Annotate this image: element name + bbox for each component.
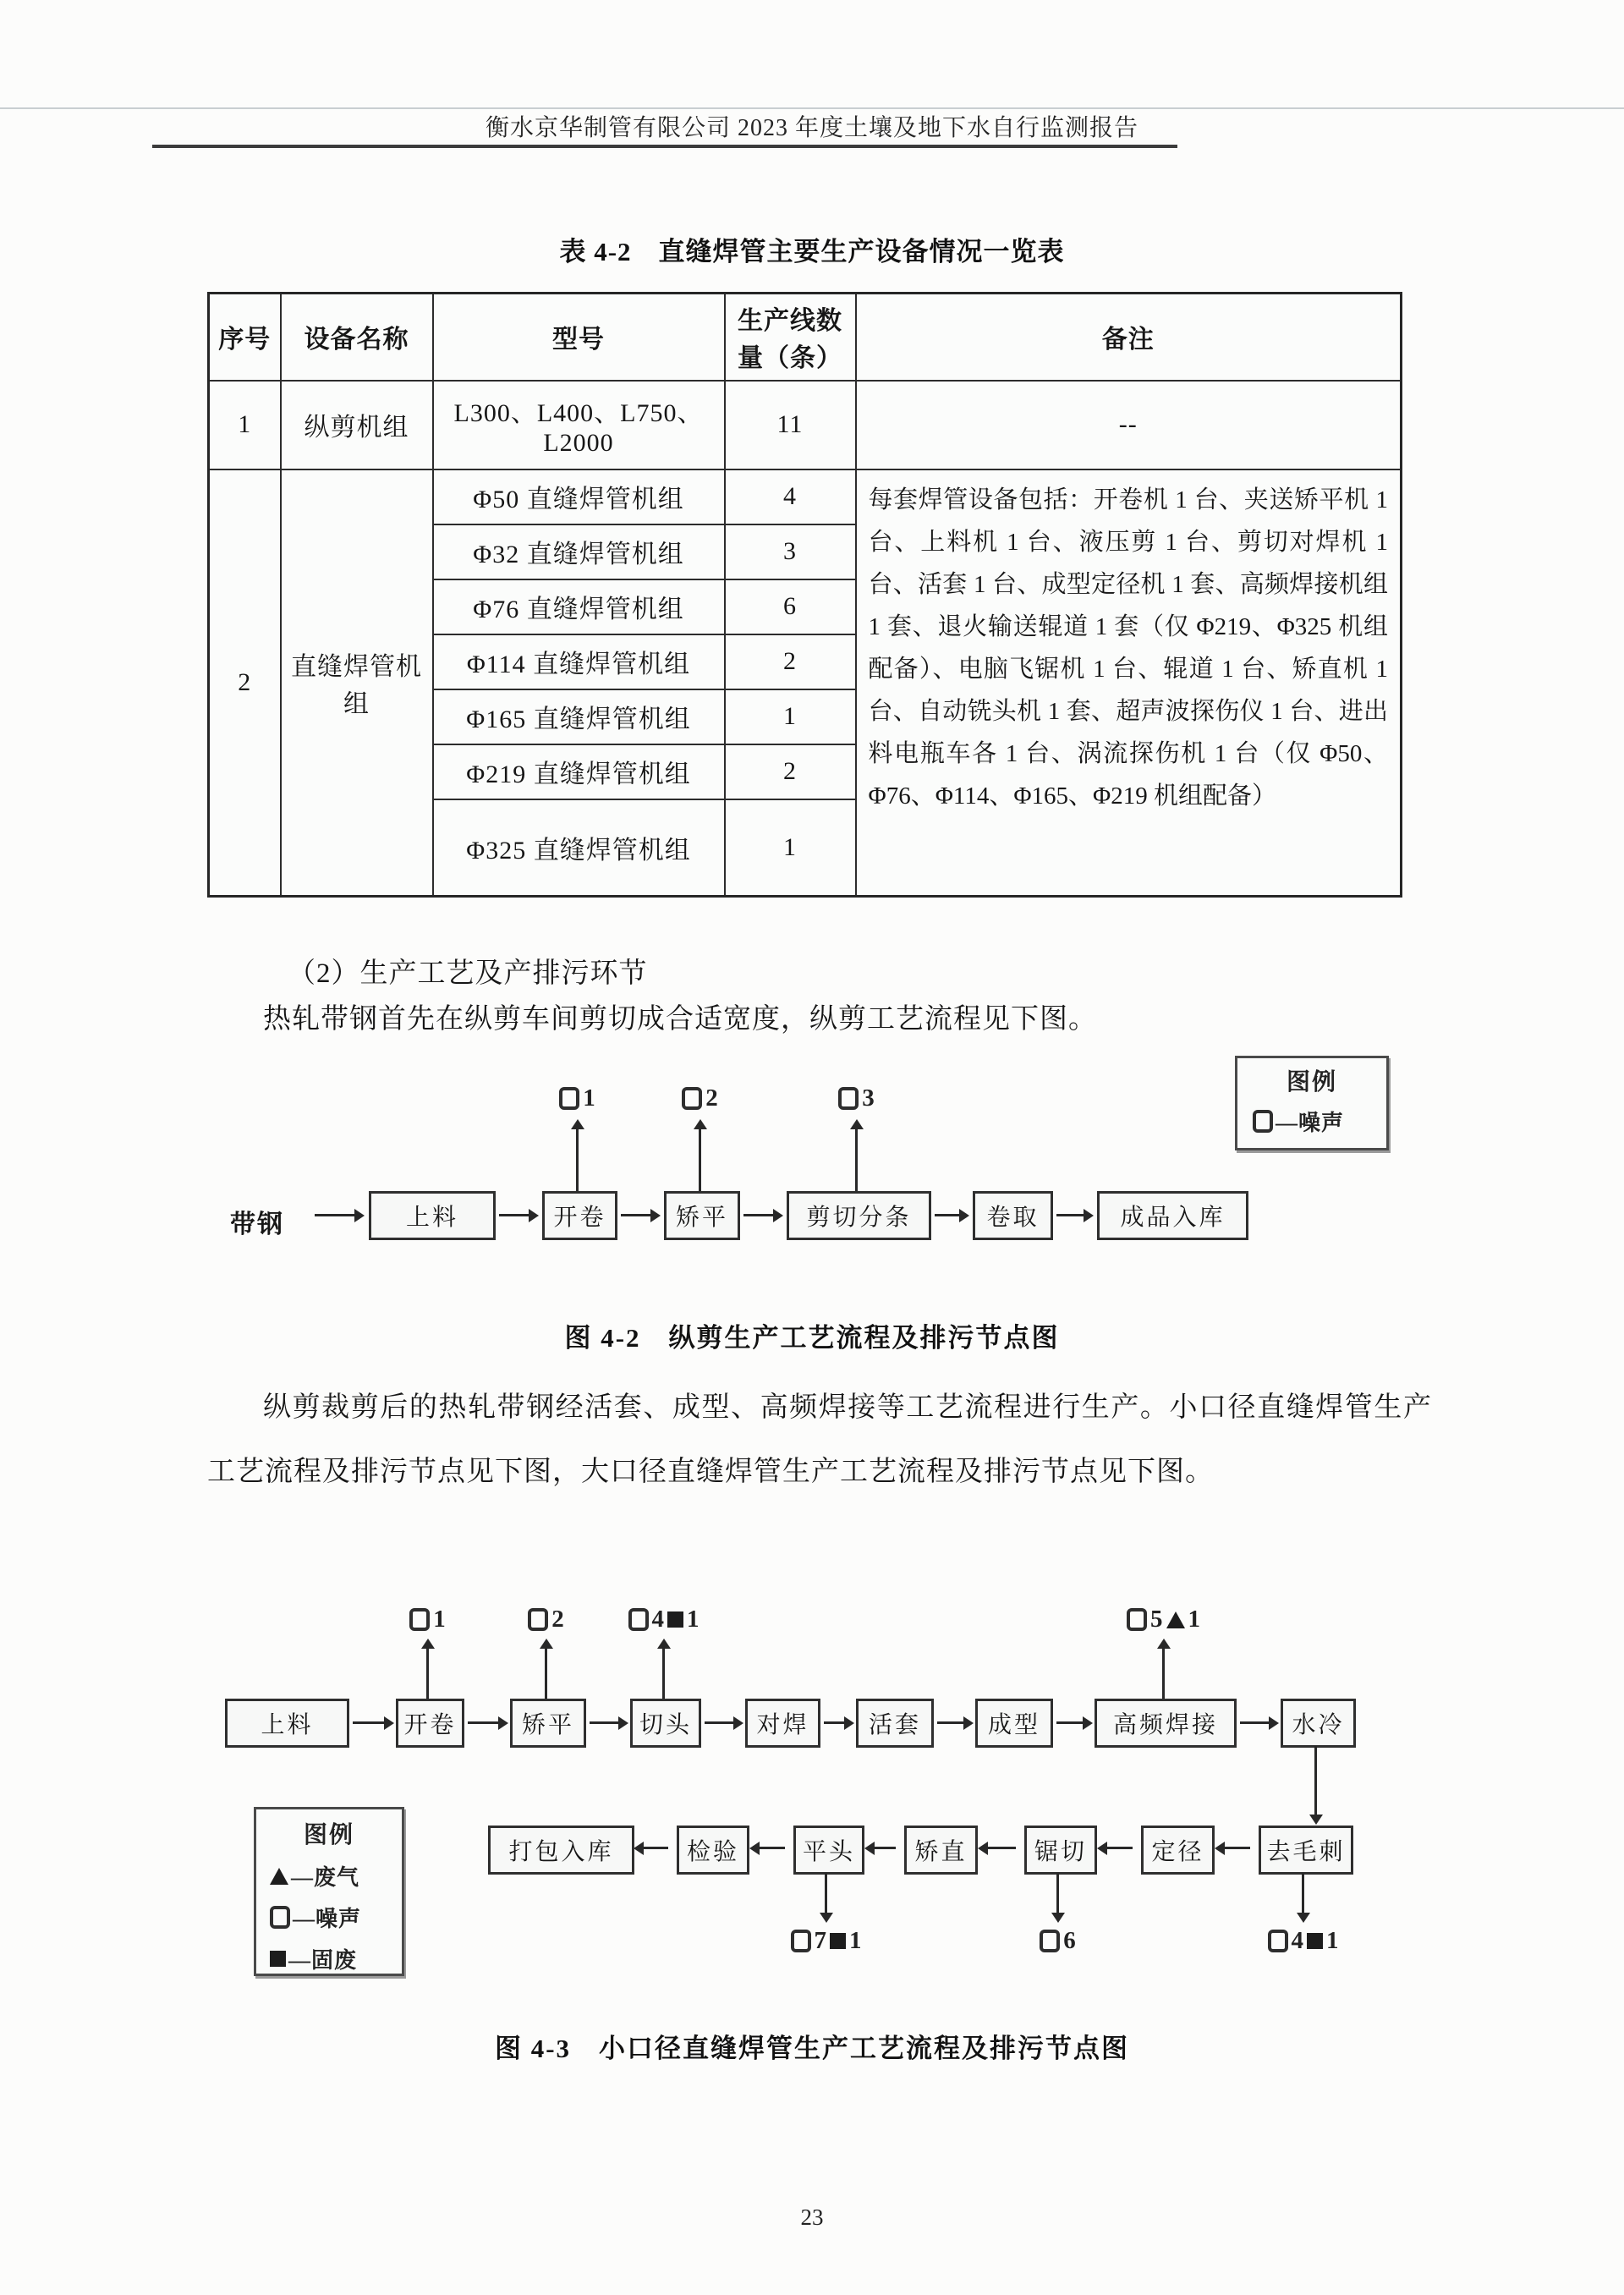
fig42-caption: 图 4-2 纵剪生产工艺流程及排污节点图 [564,1323,1060,1353]
fig43-legend [254,1807,404,1976]
fig43-box-huotao: 活套 [856,1699,934,1748]
flow-arrow-left [759,1847,785,1849]
table-header-row [209,294,1402,381]
row2-sub-model: Φ325 直缝焊管机组 [433,799,725,897]
fig43-box-jiaoping: 矫平 [510,1699,586,1748]
fig43-box-qumaoci: 去毛刺 [1259,1826,1353,1875]
flow-arrow-right [935,1214,960,1216]
noise-icon [838,1087,859,1110]
noise-marker [668,1084,732,1112]
flow-arrow-left [874,1847,896,1849]
noise-icon [528,1608,548,1631]
row2-no: 2 [209,469,281,897]
noise-marker-number: 2 [705,1084,718,1112]
fig42-source-label: 带钢 [230,1211,284,1238]
row2-sub-lines: 2 [725,634,856,689]
noise-marker [546,1084,610,1112]
waste-gas-icon [1166,1611,1185,1628]
flow-arrow-right [590,1721,619,1724]
legend-noise-row [1253,1106,1386,1137]
fig42-box-kaijuan: 开卷 [542,1191,617,1240]
legend-solid-label: —固废 [288,1948,358,1973]
noise-solid-marker [1251,1927,1356,1955]
noise-marker-number: 1 [433,1606,446,1633]
emission-arrow-up [855,1128,858,1191]
legend-noise-label: —噪声 [293,1907,362,1931]
paragraph: 热轧带钢首先在纵剪车间剪切成合适宽度，纵剪工艺流程见下图。 [263,1004,1097,1035]
noise-marker [825,1084,889,1112]
fig43-box-jiaozhi: 矫直 [904,1826,978,1875]
fig43-box-shuileng: 水冷 [1281,1699,1356,1748]
equipment-table [207,292,1400,898]
legend-gas-row [270,1860,402,1891]
row2-sub-model: Φ219 直缝焊管机组 [433,744,725,799]
flow-arrow-right [1240,1721,1270,1724]
solid-marker-number: 1 [849,1927,862,1954]
noise-marker-number: 3 [862,1084,875,1112]
flow-arrow-right [468,1721,499,1724]
fig43-box-pingtou: 平头 [793,1826,864,1875]
fig43-box-kaijuan: 开卷 [396,1699,464,1748]
noise-icon [559,1087,579,1110]
flow-arrow-right [315,1214,355,1216]
flow-arrow-left [1224,1847,1250,1849]
row1-remark: -- [856,381,1402,469]
row2-name: 直缝焊管机组 [281,469,433,897]
row2-sub-lines: 4 [725,469,856,524]
solid-marker-number: 1 [687,1606,700,1633]
flow-arrow-left [1106,1847,1133,1849]
noise-marker-number: 4 [1291,1927,1303,1954]
row2-sub-model: Φ114 直缝焊管机组 [433,634,725,689]
fig42-box-jiaoping: 矫平 [664,1191,740,1240]
noise-gas-marker [1111,1606,1216,1633]
solid-waste-icon [270,1951,286,1967]
row2-sub-model: Φ165 直缝焊管机组 [433,689,725,744]
noise-solid-marker [774,1927,879,1955]
col-header-name: 设备名称 [281,294,433,381]
header-bottom-rule [152,145,1177,148]
emission-arrow-down [1056,1873,1059,1913]
noise-icon [1268,1930,1288,1952]
row2-sub-model: Φ76 直缝焊管机组 [433,579,725,634]
fig42-box-shangliao: 上料 [369,1191,496,1240]
noise-icon [1253,1110,1273,1133]
fig43-box-gaopinhanjie: 高频焊接 [1095,1699,1237,1748]
flow-arrow-right [824,1721,845,1724]
table-row [209,381,1402,469]
flow-arrow-left [987,1847,1016,1849]
row2-sub-lines: 2 [725,744,856,799]
row2-sub-model: Φ32 直缝焊管机组 [433,524,725,579]
noise-icon [1127,1608,1147,1631]
report-header-title: 衡水京华制管有限公司 2023 年度土壤及地下水自行监测报告 [485,115,1138,141]
row1-name: 纵剪机组 [281,381,433,469]
flow-arrow-right [705,1721,734,1724]
noise-solid-marker [612,1606,716,1633]
col-header-remark: 备注 [856,294,1402,381]
noise-marker-number: 7 [814,1927,826,1954]
emission-arrow-up [545,1648,547,1699]
table-row [209,469,1402,524]
fig43-box-qietou: 切头 [630,1699,701,1748]
row1-lines: 11 [725,381,856,469]
flow-arrow-right [499,1214,529,1216]
row2-sub-lines: 1 [725,689,856,744]
noise-icon [628,1608,649,1631]
table-caption: 表 4-2 直缝焊管主要生产设备情况一览表 [559,237,1065,266]
fig43-caption: 图 4-3 小口径直缝焊管生产工艺流程及排污节点图 [494,2034,1130,2063]
emission-arrow-up [426,1648,429,1699]
fig43-box-duihan: 对焊 [745,1699,820,1748]
col-header-no: 序号 [209,294,281,381]
solid-marker-number: 1 [1326,1927,1339,1954]
noise-marker [514,1606,579,1633]
row2-remark: 每套焊管设备包括：开卷机 1 台、夹送矫平机 1 台、上料机 1 台、液压剪 1 台、剪切对焊机 1 台、活套 1 台、成型定径机 1 套、高频焊接机组 1 套、退火输送辊道 1 套（仅 Φ219、Φ325 机组配备）、电脑飞锯机 1 台、辊道 1 台、矫直机 1 台、自动铣头机 1 套、超声波探伤仪 1 台、进出料电瓶车各 1 台、涡流探伤机 1 台（仅 Φ50、Φ76、Φ114、Φ165、Φ219 机组配备） [856,469,1402,897]
solid-waste-icon [667,1611,683,1628]
flow-arrow-right [743,1214,774,1216]
fig42-legend [1235,1056,1389,1150]
noise-icon [409,1608,430,1631]
flow-arrow-right [1056,1214,1084,1216]
solid-waste-icon [1307,1933,1323,1949]
flow-arrow-right [353,1721,385,1724]
row2-sub-lines: 6 [725,579,856,634]
paragraph: 纵剪裁剪后的热轧带钢经活套、成型、高频焊接等工艺流程进行生产。小口径直缝焊管生产工艺流程及排污节点见下图，大口径直缝焊管生产工艺流程及排污节点见下图。 [207,1392,1432,1487]
flow-arrow-right [1056,1721,1084,1724]
fig43-box-dingjing: 定径 [1141,1826,1215,1875]
noise-marker-number: 5 [1150,1606,1163,1633]
noise-icon [682,1087,702,1110]
flow-arrow-right [621,1214,651,1216]
fig42-box-juanqu: 卷取 [973,1191,1053,1240]
page-number: 23 [800,2204,824,2230]
row1-no: 1 [209,381,281,469]
emission-arrow-down [1302,1873,1304,1913]
legend-title: 图例 [1286,1069,1337,1095]
flow-arrow-left [643,1847,668,1849]
legend-title: 图例 [303,1822,354,1848]
legend-noise-label: —噪声 [1276,1111,1345,1135]
emission-arrow-up [576,1128,579,1191]
emission-arrow-up [662,1648,665,1699]
legend-gas-label: —废气 [291,1865,360,1890]
waste-gas-icon [270,1868,288,1885]
emission-arrow-up [699,1128,701,1191]
fig43-box-juqie: 锯切 [1024,1826,1097,1875]
legend-noise-row [270,1902,402,1933]
row2-sub-lines: 1 [725,799,856,897]
noise-marker-number: 4 [651,1606,664,1633]
row2-sub-model: Φ50 直缝焊管机组 [433,469,725,524]
flow-arrow-right [937,1721,964,1724]
legend-solid-row [270,1943,402,1974]
emission-arrow-up [1162,1648,1165,1699]
noise-marker-number: 6 [1063,1927,1076,1954]
col-header-lines: 生产线数量（条） [725,294,856,381]
emission-arrow-down [825,1873,827,1913]
fig42-box-jianqiefentiao: 剪切分条 [787,1191,931,1240]
noise-icon [270,1906,290,1929]
noise-marker [1026,1927,1090,1955]
connector-arrow-down [1314,1746,1317,1815]
fig43-box-dabaoruku: 打包入库 [488,1826,634,1875]
noise-icon [791,1930,811,1952]
gas-marker-number: 1 [1188,1606,1200,1633]
noise-marker-number: 1 [583,1084,595,1112]
row1-model: L300、L400、L750、L2000 [433,381,725,469]
fig43-box-chengxing: 成型 [975,1699,1053,1748]
col-header-model: 型号 [433,294,725,381]
noise-marker-number: 2 [551,1606,564,1633]
fig43-box-jianyan: 检验 [677,1826,749,1875]
section-heading: （2）生产工艺及产排污环节 [288,958,648,989]
fig43-box-shangliao: 上料 [225,1699,349,1748]
solid-waste-icon [830,1933,846,1949]
fig42-box-chengpinruku: 成品入库 [1097,1191,1248,1240]
row2-sub-lines: 3 [725,524,856,579]
noise-icon [1040,1930,1060,1952]
noise-marker [396,1606,460,1633]
